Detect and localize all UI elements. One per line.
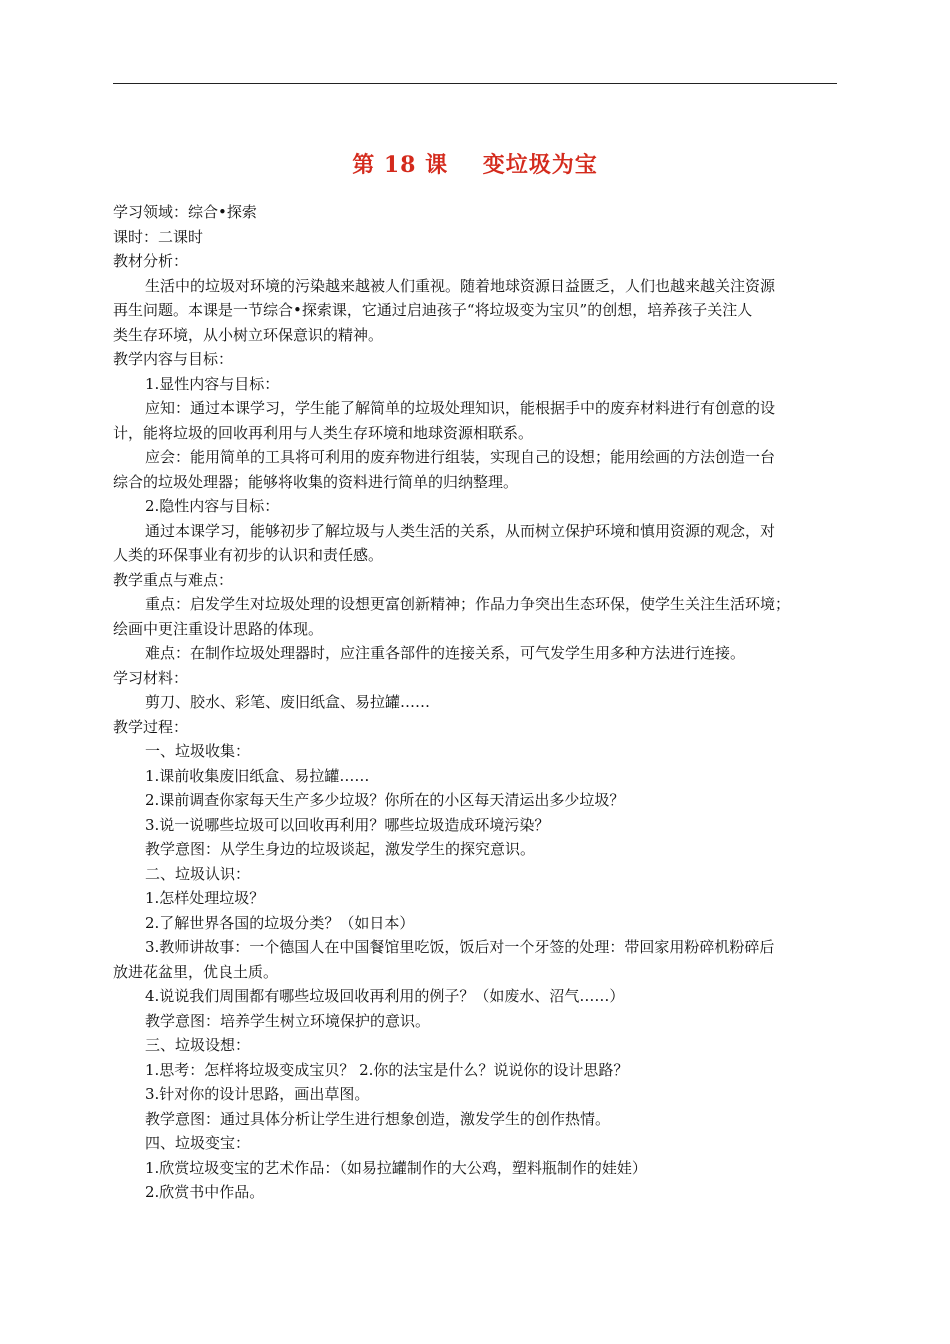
lesson-title: 第 18 课 变垃圾为宝 [352,152,598,178]
paragraph-line: 类生存环境，从小树立环保意识的精神。 [113,325,384,344]
header-rule [113,83,837,84]
paragraph-line: 3.针对你的设计思路，画出草图。 [145,1085,370,1103]
paragraph-line: 1.怎样处理垃圾？ [145,889,265,907]
paragraph-line: 教学内容与目标： [113,350,234,368]
paragraph-line: 2.隐性内容与目标： [145,497,280,515]
paragraph-line: 1.课前收集废旧纸盒、易拉罐…… [145,766,370,785]
paragraph-line: 人类的环保事业有初步的认识和责任感。 [113,546,384,564]
paragraph-line: 教学重点与难点： [113,570,234,589]
paragraph-line: 课时：二课时 [113,227,204,246]
paragraph-line: 教学意图：培养学生树立环境保护的意识。 [145,1011,431,1030]
paragraph-line: 绘画中更注重设计思路的体现。 [113,619,324,638]
paragraph-line: 4.说说我们周围都有哪些垃圾回收再利用的例子？（如废水、沼气……） [145,987,625,1005]
paragraph-line: 1.欣赏垃圾变宝的艺术作品：（如易拉罐制作的大公鸡，塑料瓶制作的娃娃） [145,1158,647,1177]
paragraph-line: 二、垃圾认识： [145,864,251,883]
paragraph-line: 剪刀、胶水、彩笔、废旧纸盒、易拉罐…… [145,693,431,711]
paragraph-line: 教学意图：通过具体分析让学生进行想象创造，激发学生的创作热情。 [145,1109,611,1128]
paragraph-line: 2.了解世界各国的垃圾分类？（如日本） [145,913,415,932]
paragraph-line: 四、垃圾变宝： [145,1134,251,1152]
paragraph-line: 计，能将垃圾的回收再利用与人类生存环境和地球资源相联系。 [113,423,534,442]
lesson-body [113,200,843,1205]
paragraph-line: 通过本课学习，能够初步了解垃圾与人类生活的关系，从而树立保护环境和慎用资源的观念，对 [145,521,776,540]
paragraph-line: 学习材料： [113,668,189,687]
paragraph-line: 综合的垃圾处理器；能够将收集的资料进行简单的归纳整理。 [113,472,519,491]
paragraph-line: 应知：通过本课学习，学生能了解简单的垃圾处理知识，能根据手中的废弃材料进行有创意的设 [145,399,776,417]
paragraph-line: 2.课前调查你家每天生产多少垃圾？你所在的小区每天清运出多少垃圾？ [145,791,625,809]
paragraph-line: 应会：能用简单的工具将可利用的废弃物进行组装，实现自己的设想；能用绘画的方法创造一台 [145,448,776,466]
paragraph-line: 教材分析： [113,252,189,270]
paragraph-line: 一、垃圾收集： [145,742,251,760]
paragraph-line: 1.思考：怎样将垃圾变成宝贝？ 2.你的法宝是什么？说说你的设计思路？ [145,1060,629,1079]
paragraph-line: 放进花盆里，优良土质。 [113,962,279,981]
paragraph-line: 重点：启发学生对垃圾处理的设想更富创新精神；作品力争突出生态环保，使学生关注生活环境； [145,595,791,613]
paragraph-line: 三、垃圾设想： [145,1036,251,1054]
paragraph-line: 难点：在制作垃圾处理器时，应注重各部件的连接关系，可气发学生用多种方法进行连接。 [145,644,746,662]
paragraph-line: 学习领域：综合•探索 [113,203,257,221]
paragraph-line: 教学过程： [113,717,189,736]
paragraph-line: 1.显性内容与目标： [145,374,280,393]
paragraph-line: 2.欣赏书中作品。 [145,1183,265,1201]
paragraph-line: 3.说一说哪些垃圾可以回收再利用？哪些垃圾造成环境污染？ [145,815,550,834]
paragraph-line: 再生问题。本课是一节综合•探索课，它通过启迪孩子“将垃圾变为宝贝”的创想，培养孩子关注人 [113,301,753,319]
paragraph-line: 3.教师讲故事：一个德国人在中国餐馆里吃饭，饭后对一个牙签的处理：带回家用粉碎机粉碎后 [145,938,775,956]
paragraph-line: 教学意图：从学生身边的垃圾谈起，激发学生的探究意识。 [145,840,536,858]
paragraph-line: 生活中的垃圾对环境的污染越来越被人们重视。随着地球资源日益匮乏，人们也越来越关注资源 [145,276,776,295]
